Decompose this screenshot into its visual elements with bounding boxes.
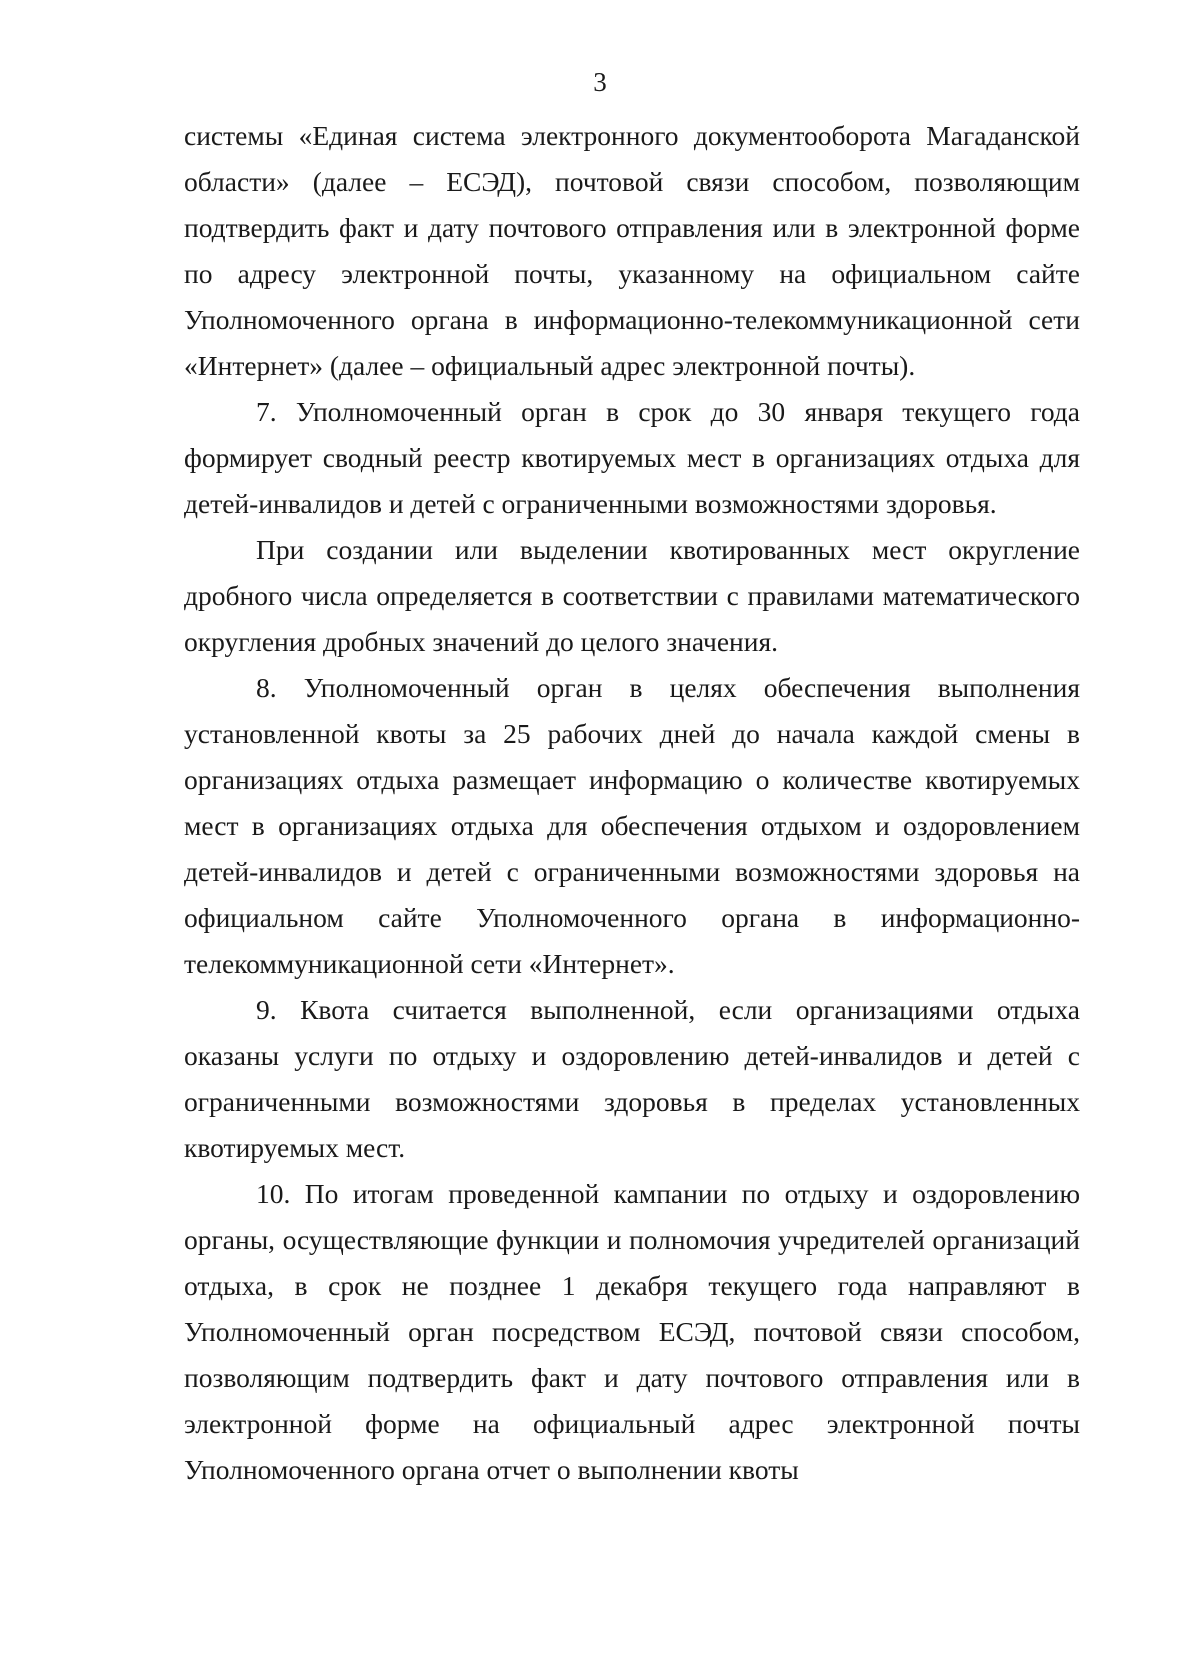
- document-body: [184, 113, 1080, 1493]
- paragraph-item-10: 10. По итогам проведенной кампании по отдыху и оздоровлению органы, осуществляющие функции и полномочия учредителей организаций отдыха, в срок не позднее 1 декабря текущего года направляют в Уполномоченный орган посредством ЕСЭД, почтовой связи способом, позволяющим подтвердить факт и дату почтового отправления или в электронной форме на официальный адрес электронной почты Уполномоченного органа отчет о выполнении квоты: [184, 1178, 1080, 1485]
- paragraph-continuation: системы «Единая система электронного документооборота Магаданской области» (далее – ЕСЭД), почтовой связи способом, позволяющим подтвердить факт и дату почтового отправления или в электронной форме по адресу электронной почты, указанному на официальном сайте Уполномоченного органа в информационно-телекоммуникационной сети «Интернет» (далее – официальный адрес электронной почты).: [184, 120, 1080, 381]
- paragraph-item-9: 9. Квота считается выполненной, если организациями отдыха оказаны услуги по отдыху и оздоровлению детей-инвалидов и детей с ограниченными возможностями здоровья в пределах установленных квотируемых мест.: [184, 994, 1080, 1163]
- paragraph-rounding-rule: При создании или выделении квотированных мест округление дробного числа определяется в соответствии с правилами математического округления дробных значений до целого значения.: [184, 534, 1080, 657]
- paragraph-item-7: 7. Уполномоченный орган в срок до 30 января текущего года формирует сводный реестр квотируемых мест в организациях отдыха для детей-инвалидов и детей с ограниченными возможностями здоровья.: [184, 396, 1080, 519]
- paragraph-item-8: 8. Уполномоченный орган в целях обеспечения выполнения установленной квоты за 25 рабочих дней до начала каждой смены в организациях отдыха размещает информацию о количестве квотируемых мест в организациях отдыха для обеспечения отдыхом и оздоровлением детей-инвалидов и детей с ограниченными возможностями здоровья на официальном сайте Уполномоченного органа в информационно-телекоммуникационной сети «Интернет».: [184, 672, 1080, 979]
- page-number: 3: [593, 67, 607, 97]
